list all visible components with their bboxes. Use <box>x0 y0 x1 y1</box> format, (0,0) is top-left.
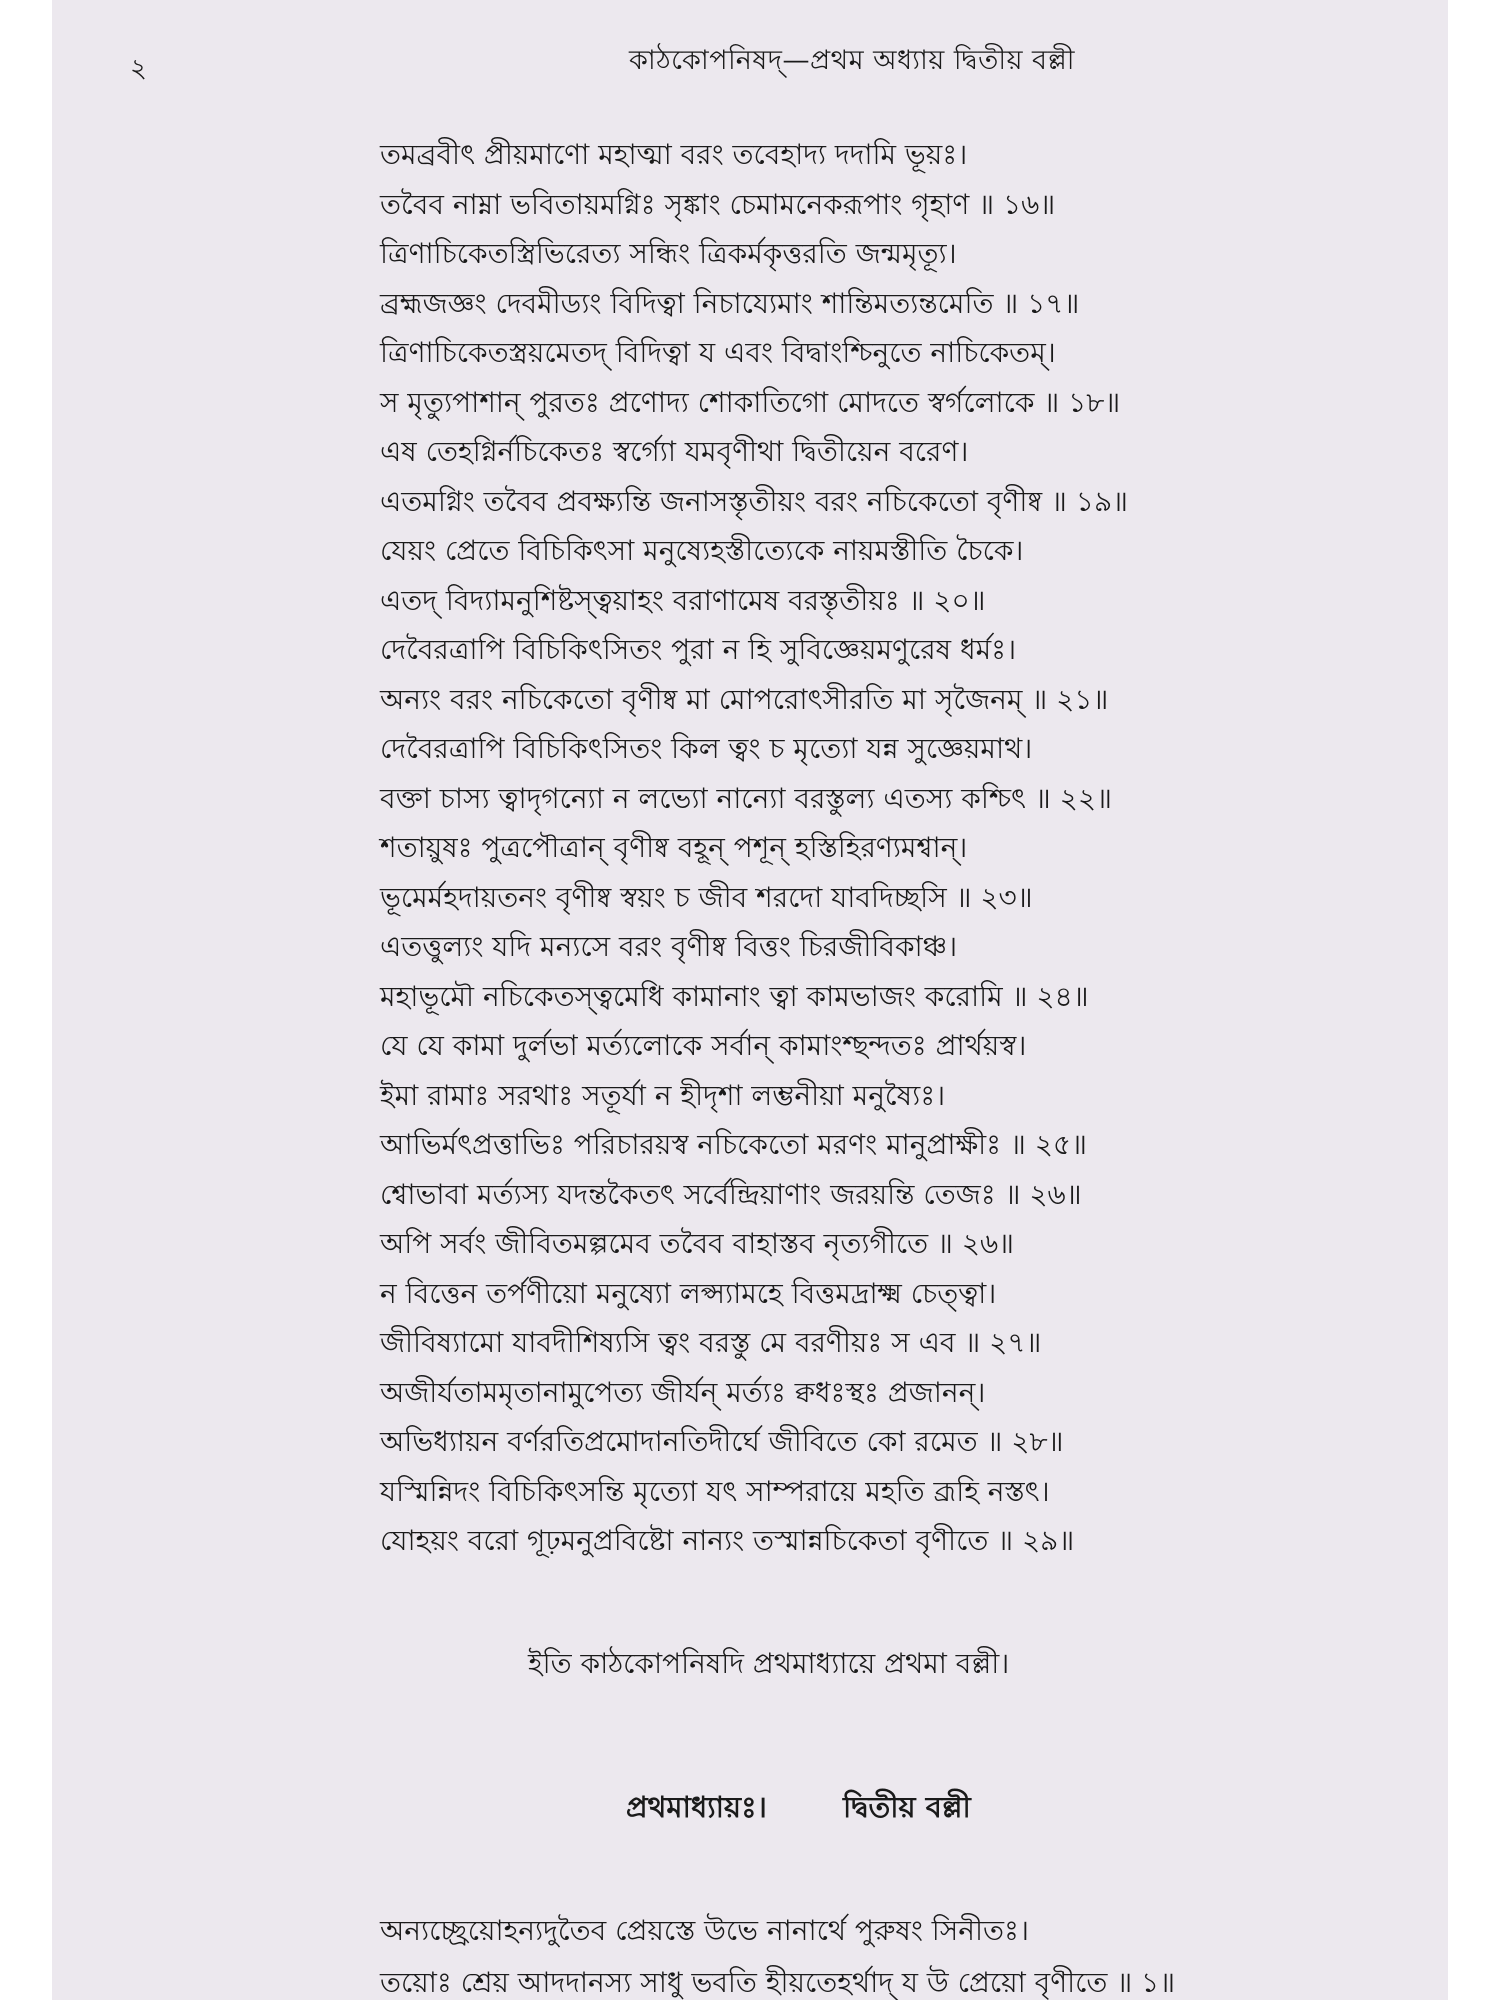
verse-line: ভূমের্মহদায়তনং বৃণীষ্ব স্বয়ং চ জীব শরদো যাবদিচ্ছসি ॥ ২৩॥ <box>380 880 1033 914</box>
running-header: কাঠকোপনিষদ্—প্রথম অধ্যায় দ্বিতীয় বল্লী <box>628 45 1076 76</box>
verse-line: এতত্তুল্যং যদি মন্যসে বরং বৃণীষ্ব বিত্তং চিরজীবিকাঞ্চ। <box>380 930 958 963</box>
verse-line: এতমগ্নিং তবৈব প্রবক্ষ্যন্তি জনাসস্তৃতীয়ং বরং নচিকেতো বৃণীষ্ব ॥ ১৯॥ <box>380 484 1128 518</box>
verse-line: স মৃত্যুপাশান্ পুরতঃ প্রণোদ্য শোকাতিগো মোদতে স্বর্গলোকে ॥ ১৮॥ <box>380 385 1121 419</box>
verse-line: মহাভূমৌ নচিকেতস্ত্বমেধি কামানাং ত্বা কামভাজং করোমি ॥ ২৪॥ <box>380 979 1089 1013</box>
verse-line: বক্তা চাস্য ত্বাদৃগন্যো ন লভ্যো নান্যো বরস্তুল্য এতস্য কশ্চিৎ ॥ ২২॥ <box>380 781 1112 815</box>
section-heading-part2: দ্বিতীয় বল্লী <box>842 1790 971 1824</box>
verse-line: শ্বোভাবা মর্ত্যস্য যদন্তকৈতৎ সর্বেন্দ্রিয়াণাং জরয়ন্তি তেজঃ ॥ ২৬॥ <box>380 1177 1082 1211</box>
verse-line: আভির্মৎপ্রত্তাভিঃ পরিচারয়স্ব নচিকেতো মরণং মানুপ্রাক্ষীঃ ॥ ২৫॥ <box>380 1128 1087 1161</box>
book-page <box>52 0 1448 2000</box>
verse-line: তবৈব নাম্না ভবিতায়মগ্নিঃ সৃঙ্কাং চেমামনেকরূপাং গৃহাণ ॥ ১৬॥ <box>380 187 1056 221</box>
verse-line: দেবৈরত্রাপি বিচিকিৎসিতং পুরা ন হি সুবিজ্ঞেয়মণুরেষ ধর্মঃ। <box>380 633 1017 666</box>
verse-line: যেয়ং প্রেতে বিচিকিৎসা মনুষ্যেহস্তীত্যেকে নায়মস্তীতি চৈকে। <box>380 534 1024 567</box>
verse-line: অভিধ্যায়ন বর্ণরতিপ্রমোদানতিদীর্ঘে জীবিতে কো রমেত ॥ ২৮॥ <box>380 1425 1064 1458</box>
verse-line: অন্যচ্ছ্রেয়োহন্যদুতৈব প্রেয়স্তে উভে নানার্থে পুরুষং সিনীতঃ। <box>380 1914 1029 1947</box>
colophon: ইতি কাঠকোপনিষদি প্রথমাধ্যায়ে প্রথমা বল্লী। <box>528 1647 1010 1680</box>
verse-line: দেবৈরত্রাপি বিচিকিৎসিতং কিল ত্বং চ মৃত্যো যন্ন সুজ্ঞেয়মাথ। <box>380 732 1033 765</box>
verse-line: ত্রিণাচিকেতস্ত্রিভিরেত্য সন্ধিং ত্রিকর্মকৃত্তরতি জন্মমৃত্যূ। <box>380 237 957 270</box>
section-heading-part1: প্রথমাধ্যায়ঃ। <box>626 1790 767 1824</box>
verse-line: যে যে কামা দুর্লভা মর্ত্যলোকে সর্বান্ কামাংশ্ছন্দতঃ প্রার্থয়স্ব। <box>380 1029 1027 1062</box>
verse-line: যস্মিন্নিদং বিচিকিৎসন্তি মৃত্যো যৎ সাম্পরায়ে মহতি ব্রূহি নস্তৎ। <box>380 1474 1050 1508</box>
verse-block <box>380 130 1380 1566</box>
verse-line: ন বিত্তেন তর্পণীয়ো মনুষ্যো লপ্স্যামহে বিত্তমদ্রাক্ষ্ম চেত্ত্বা। <box>380 1276 997 1310</box>
verse-line: যোহয়ং বরো গূঢ়মনুপ্রবিষ্টো নান্যং তস্মান্নচিকেতা বৃণীতে ॥ ২৯॥ <box>380 1524 1075 1557</box>
verse-line: তমব্রবীৎ প্রীয়মাণো মহাত্মা বরং তবেহাদ্য দদামি ভূয়ঃ। <box>380 138 968 171</box>
verse-line: অন্যং বরং নচিকেতো বৃণীষ্ব মা মোপরোৎসীরতি মা সৃজৈনম্ ॥ ২১॥ <box>380 682 1109 716</box>
verse-line: জীবিষ্যামো যাবদীশিষ্যসি ত্বং বরস্তু মে বরণীয়ঃ স এব ॥ ২৭॥ <box>380 1326 1042 1359</box>
verse-line: অপি সর্বং জীবিতমল্পমেব তবৈব বাহাস্তব নৃত্যগীতে ॥ ২৬॥ <box>380 1227 1015 1260</box>
verse-line: এষ তেহগ্নির্নচিকেতঃ স্বর্গ্যো যমবৃণীথা দ্বিতীয়েন বরেণ। <box>380 435 969 468</box>
page-number: ২ <box>130 54 147 84</box>
verse-line: এতদ্ বিদ্যামনুশিষ্টস্ত্বয়াহং বরাণামেষ বরস্তৃতীয়ঃ ॥ ২০॥ <box>380 583 986 617</box>
verse-line: অজীর্যতামমৃতানামুপেত্য জীর্যন্ মর্ত্যঃ ক্বধঃস্থঃ প্রজানন্। <box>380 1375 986 1409</box>
verse-line: ইমা রামাঃ সরথাঃ সতূর্যা ন হীদৃশা লম্ভনীয়া মনুষ্যৈঃ। <box>380 1078 946 1112</box>
verse-line: শতায়ুষঃ পুত্রপৌত্রান্ বৃণীষ্ব বহূন্ পশূন্ হস্তিহিরণ্যমশ্বান্। <box>380 831 968 864</box>
verse-line: তয়োঃ শ্রেয় আদদানস্য সাধু ভবতি হীয়তেহর্থাদ্ য উ প্রেয়ো বৃণীতে ॥ ১॥ <box>380 1966 1176 1999</box>
verse-line: ত্রিণাচিকেতস্ত্রয়মেতদ্ বিদিত্বা য এবং বিদ্বাংশ্চিনুতে নাচিকেতম্। <box>380 336 1056 369</box>
second-section-verses <box>380 1905 1430 2000</box>
verse-line: ব্রহ্মজজ্ঞং দেবমীড্যং বিদিত্বা নিচায্যেমাং শান্তিমত্যন্তমেতি ॥ ১৭॥ <box>380 286 1080 320</box>
section-heading <box>626 1785 971 1834</box>
